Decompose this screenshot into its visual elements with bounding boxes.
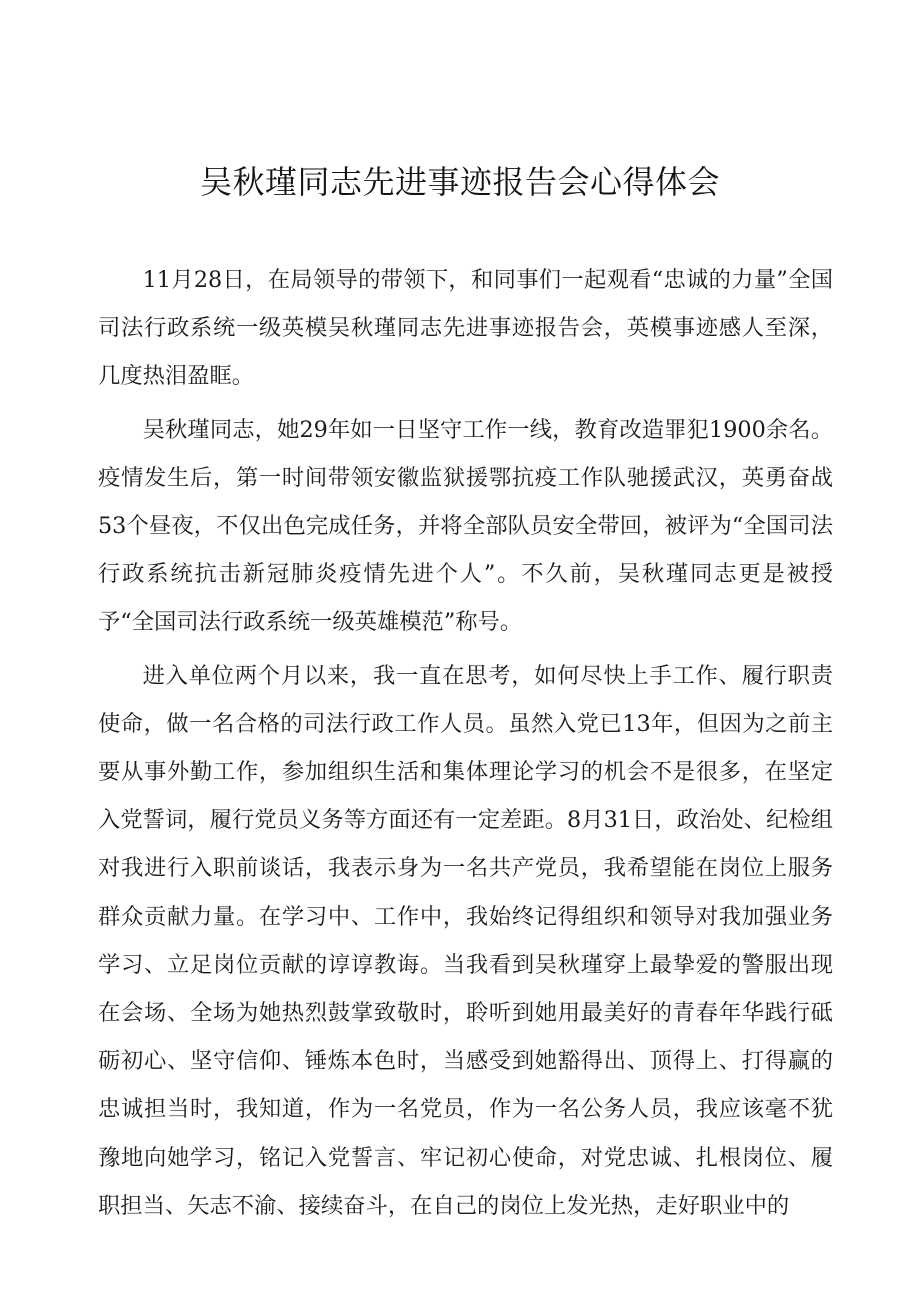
paragraph-1: 11月28日，在局领导的带领下，和同事们一起观看“忠诚的力量”全国司法行政系统一级英模吴秋瑾同志先进事迹报告会，英模事迹感人至深，几度热泪盈眶。	[98, 267, 833, 390]
paragraph-2: 吴秋瑾同志，她29年如一日坚守工作一线，教育改造罪犯1900余名。疫情发生后，第一时间带领安徽监狱援鄂抗疫工作队驰援武汉，英勇奋战53个昼夜，不仅出色完成任务，并将全部队员安全带回，被评为“全国司法行政系统抗击新冠肺炎疫情先进个人”。不久前，吴秋瑾同志更是被授予“全国司法行政系统一级英雄模范”称号。	[98, 416, 833, 636]
paragraph-3: 进入单位两个月以来，我一直在思考，如何尽快上手工作、履行职责使命，做一名合格的司法行政工作人员。虽然入党已13年，但因为之前主要从事外勤工作，参加组织生活和集体理论学习的机会不是很多，在坚定入党誓词，履行党员义务等方面还有一定差距。8月31日，政治处、纪检组对我进行入职前谈话，我表示身为一名共产党员，我希望能在岗位上服务群众贡献力量。在学习中、工作中，我始终记得组织和领导对我加强业务学习、立足岗位贡献的谆谆教诲。当我看到吴秋瑾穿上最挚爱的警服出现在会场、全场为她热烈鼓掌致敬时，聆听到她用最美好的青春年华践行砥砺初心、坚守信仰、锤炼本色时，当感受到她豁得出、顶得上、打得赢的忠诚担当时，我知道，作为一名党员，作为一名公务人员，我应该毫不犹豫地向她学习，铭记入党誓言、牢记初心使命，对党忠诚、扎根岗位、履职担当、矢志不渝、接续奋斗，在自己的岗位上发光热，走好职业中的	[98, 662, 833, 1219]
document-body	[98, 256, 833, 1235]
document-title: 吴秋瑾同志先进事迹报告会心得体会	[199, 163, 720, 201]
